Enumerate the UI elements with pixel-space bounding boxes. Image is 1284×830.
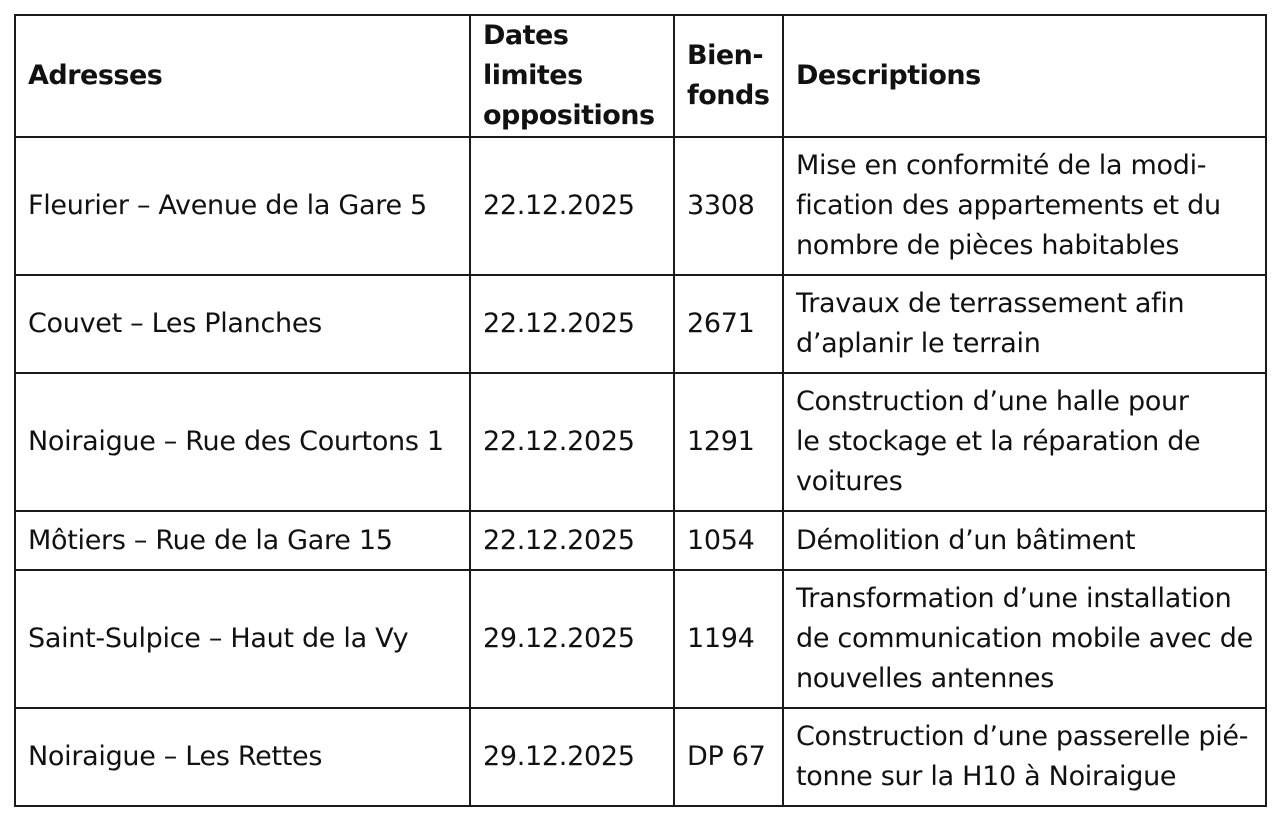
cell-description: Travaux de terrassement afin d’aplanir le terrain: [783, 275, 1266, 373]
cell-bien-fonds: 3308: [674, 137, 783, 275]
cell-description: Mise en conformité de la modi- fication des appartements et du nombre de pièces habitables: [783, 137, 1266, 275]
cell-bien-fonds: 2671: [674, 275, 783, 373]
table-row: [15, 708, 1266, 806]
table-row: [15, 511, 1266, 570]
cell-bien-fonds: 1054: [674, 511, 783, 570]
header-row: [15, 15, 1266, 137]
cell-adresse: Noiraigue – Les Rettes: [15, 708, 470, 806]
header-adresses: Adresses: [15, 15, 470, 137]
table-row: [15, 373, 1266, 511]
cell-bien-fonds: 1291: [674, 373, 783, 511]
cell-date: 22.12.2025: [470, 275, 674, 373]
cell-bien-fonds: 1194: [674, 570, 783, 708]
cell-description: Construction d’une passerelle pié- tonne sur la H10 à Noiraigue: [783, 708, 1266, 806]
cell-date: 29.12.2025: [470, 708, 674, 806]
cell-description: Transformation d’une installation de communication mobile avec de nouvelles antennes: [783, 570, 1266, 708]
cell-date: 29.12.2025: [470, 570, 674, 708]
header-bien-fonds: Bien- fonds: [674, 15, 783, 137]
cell-bien-fonds: DP 67: [674, 708, 783, 806]
cell-description: Démolition d’un bâtiment: [783, 511, 1266, 570]
cell-adresse: Môtiers – Rue de la Gare 15: [15, 511, 470, 570]
table-row: [15, 137, 1266, 275]
table-row: [15, 570, 1266, 708]
cell-adresse: Noiraigue – Rue des Courtons 1: [15, 373, 470, 511]
cell-adresse: Fleurier – Avenue de la Gare 5: [15, 137, 470, 275]
cell-date: 22.12.2025: [470, 373, 674, 511]
cell-date: 22.12.2025: [470, 137, 674, 275]
table-row: [15, 275, 1266, 373]
header-descriptions: Descriptions: [783, 15, 1266, 137]
cell-adresse: Saint-Sulpice – Haut de la Vy: [15, 570, 470, 708]
header-dates-limites: Dates limites oppositions: [470, 15, 674, 137]
cell-adresse: Couvet – Les Planches: [15, 275, 470, 373]
opposition-table: [14, 14, 1267, 807]
cell-date: 22.12.2025: [470, 511, 674, 570]
cell-description: Construction d’une halle pour le stockage et la réparation de voitures: [783, 373, 1266, 511]
